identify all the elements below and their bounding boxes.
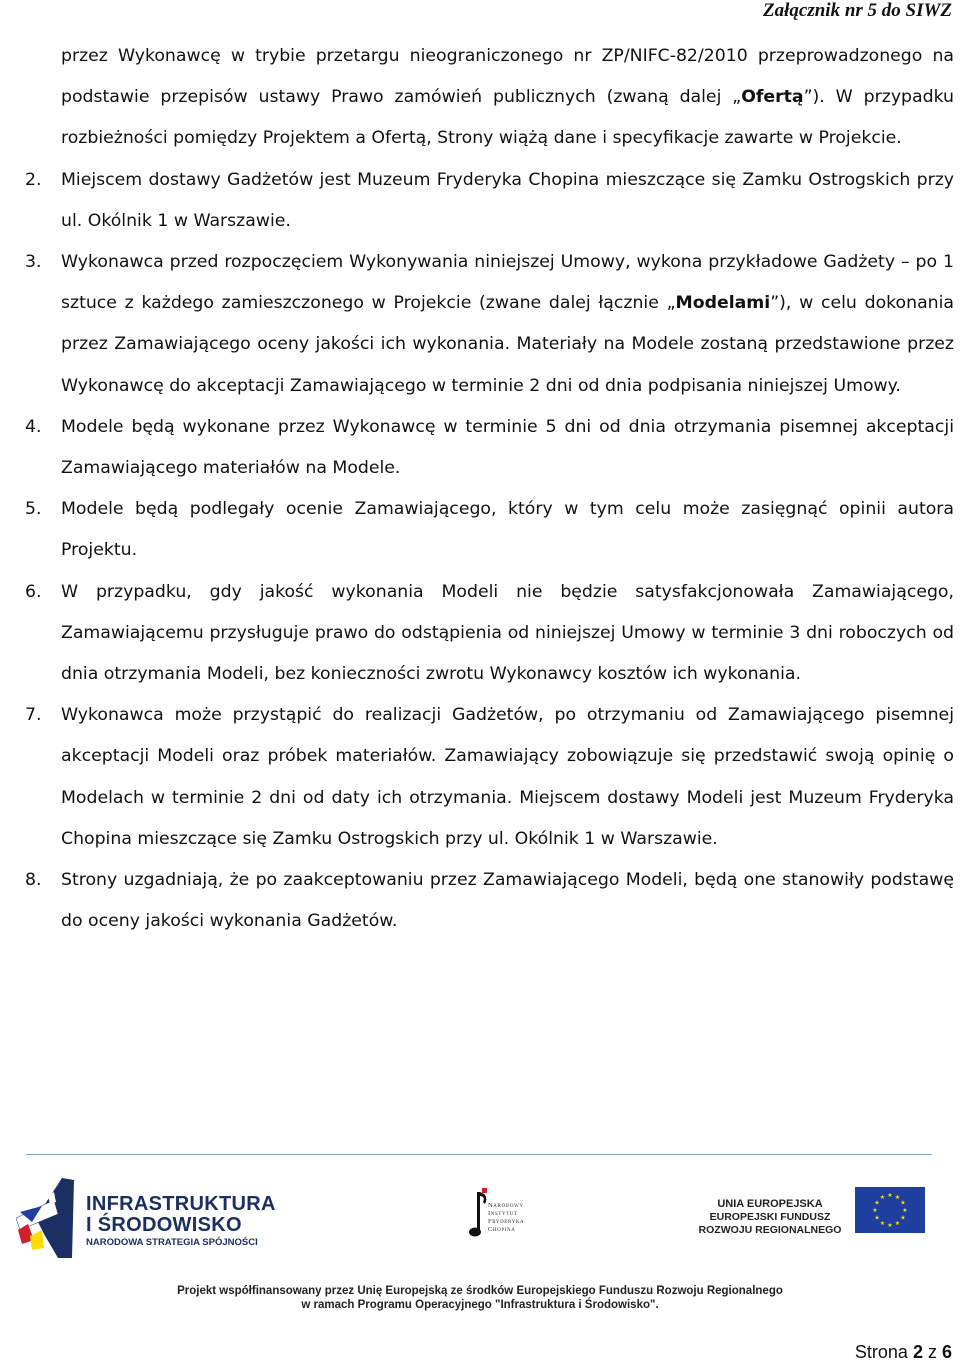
nifc-line-3: Fryderyka xyxy=(488,1218,525,1225)
cofinancing-note xyxy=(150,1284,810,1312)
list-item-4 xyxy=(25,407,954,489)
eu-line-1: UNIA EUROPEJSKA xyxy=(717,1198,823,1210)
item-text: Wykonawca może przystąpić do realizacji Gadżetów, po otrzymaniu od Zamawiającego pisemnej akceptacji Modeli oraz próbek materiałów. Zamawiający zobowiązuje się przedstawić swoją opinię o Modelach w terminie 2 dni od daty ich otrzymania. Miejscem dostawy Modeli jest Muzeum Fryderyka Chopina mieszczące się Zamku Ostrogskich przy ul. Okólnik 1 w Warszawie. xyxy=(61,705,954,849)
item-number: 6. xyxy=(25,581,42,602)
footer-divider xyxy=(26,1154,932,1155)
list-item-7 xyxy=(25,695,954,860)
eu-star-icon: ★ xyxy=(894,1219,901,1227)
nifc-line-4: Chopina xyxy=(488,1226,516,1233)
list-item-5 xyxy=(25,489,954,571)
item-text: W przypadku, gdy jakość wykonania Modeli nie będzie satysfakcjonowała Zamawiającego, Zamawiającemu przysługuje prawo do odstąpienia od niniejszej Umowy w terminie 3 dni roboczych od dnia otrzymania Modeli, bez konieczności zwrotu Wykonawcy kosztów ich wykonania. xyxy=(61,581,954,685)
eu-star-icon: ★ xyxy=(872,1207,878,1214)
item-number: 2. xyxy=(25,169,42,190)
item-text-a: Wykonawca przed rozpoczęciem Wykonywania niniejszej Umowy, wykona przykładowe Gadżety – po 1 sztuce z każdego zamieszczonego w Projekcie (zwane dalej łącznie „ xyxy=(61,252,954,314)
infra-line-2: I ŚRODOWISKO xyxy=(86,1214,242,1236)
eu-fund-wordmark xyxy=(690,1197,850,1237)
nifc-wordmark xyxy=(488,1202,524,1234)
item-number: 3. xyxy=(25,252,42,273)
eu-star-icon: ★ xyxy=(887,1222,893,1229)
item-number: 5. xyxy=(25,499,42,520)
item-number: 4. xyxy=(25,416,42,437)
page-current: 2 xyxy=(912,1342,923,1362)
page-separator: z xyxy=(927,1342,937,1362)
eu-star-icon: ★ xyxy=(900,1214,906,1222)
cofinancing-line-2: w ramach Programu Operacyjnego "Infrastruktura i Środowisko". xyxy=(301,1299,659,1311)
item-text: Modele będą podlegały ocenie Zamawiającego, który w tym celu może zasięgnąć opinii autora Projektu. xyxy=(61,499,954,561)
page-number xyxy=(855,1342,952,1363)
item-text-b: ”), w celu dokonania przez Zamawiającego oceny jakości ich wykonania. Materiały na Modele zostaną przedstawione przez Wykonawcę do akceptacji Zamawiającego w terminie 2 dni od dnia podpisania niniejszej Umowy. xyxy=(61,293,954,396)
eu-line-2: EUROPEJSKI FUNDUSZ xyxy=(709,1211,831,1223)
intro-text-a: przez Wykonawcę w trybie przetargu nieograniczonego nr ZP/NIFC-82/2010 przeprowadzonego na podstawie przepisów ustawy Prawo zamówień publicznych (zwaną dalej „ xyxy=(61,46,954,108)
eu-star-icon: ★ xyxy=(874,1214,880,1222)
intro-term-oferta: Ofertą xyxy=(741,87,804,108)
eu-line-3: ROZWOJU REGIONALNEGO xyxy=(698,1224,842,1236)
infrastruktura-logo xyxy=(14,1176,304,1260)
item-text: Miejscem dostawy Gadżetów jest Muzeum Fryderyka Chopina mieszczące się Zamku Ostrogskich przy ul. Okólnik 1 w Warszawie. xyxy=(61,169,954,231)
nifc-logo xyxy=(468,1188,558,1250)
list-item-3 xyxy=(25,242,954,407)
infrastruktura-wordmark xyxy=(86,1194,276,1250)
document-body xyxy=(25,36,954,942)
eu-star-icon: ★ xyxy=(894,1194,901,1202)
eu-star-icon: ★ xyxy=(879,1219,886,1227)
page-prefix: Strona xyxy=(854,1342,908,1362)
list-item-2 xyxy=(25,160,954,242)
item-text: Strony uzgadniają, że po zaakceptowaniu przez Zamawiającego Modeli, będą one stanowiły podstawę do oceny jakości wykonania Gadżetów. xyxy=(61,870,954,932)
eu-star-icon: ★ xyxy=(902,1207,908,1214)
item-text: Modele będą wykonane przez Wykonawcę w terminie 5 dni od dnia otrzymania pisemnej akceptacji Zamawiającego materiałów na Modele. xyxy=(61,416,954,479)
nifc-line-1: Narodowy xyxy=(488,1202,524,1209)
eu-star-icon: ★ xyxy=(874,1199,880,1207)
eu-star-icon: ★ xyxy=(900,1199,906,1207)
cofinancing-line-1: Projekt współfinansowany przez Unię Europejską ze środków Europejskiego Funduszu Rozwoju Regionalnego xyxy=(177,1285,783,1297)
item-number: 7. xyxy=(25,705,42,726)
eu-star-icon: ★ xyxy=(887,1192,893,1199)
nifc-line-2: Instytut xyxy=(488,1210,518,1217)
paragraph-intro xyxy=(61,36,954,160)
infra-line-1: INFRASTRUKTURA xyxy=(86,1193,276,1215)
page-total: 6 xyxy=(941,1342,952,1362)
eu-star-icon: ★ xyxy=(879,1194,886,1202)
eu-flag-icon xyxy=(855,1187,925,1233)
attachment-label: Załącznik nr 5 do SIWZ xyxy=(763,0,952,21)
item-term-modele: Modelami xyxy=(675,293,771,314)
nifc-music-note-icon xyxy=(468,1188,490,1242)
infra-line-3: NARODOWA STRATEGIA SPÓJNOŚCI xyxy=(86,1237,258,1248)
item-number: 8. xyxy=(25,870,42,891)
list-item-8 xyxy=(25,860,954,942)
intro-text-b: ”). W przypadku rozbieżności pomiędzy Projektem a Ofertą, Strony wiążą dane i specyfikacje zawarte w Projekcie. xyxy=(61,87,954,149)
infrastruktura-emblem-icon xyxy=(14,1178,76,1258)
list-item-6 xyxy=(25,572,954,696)
